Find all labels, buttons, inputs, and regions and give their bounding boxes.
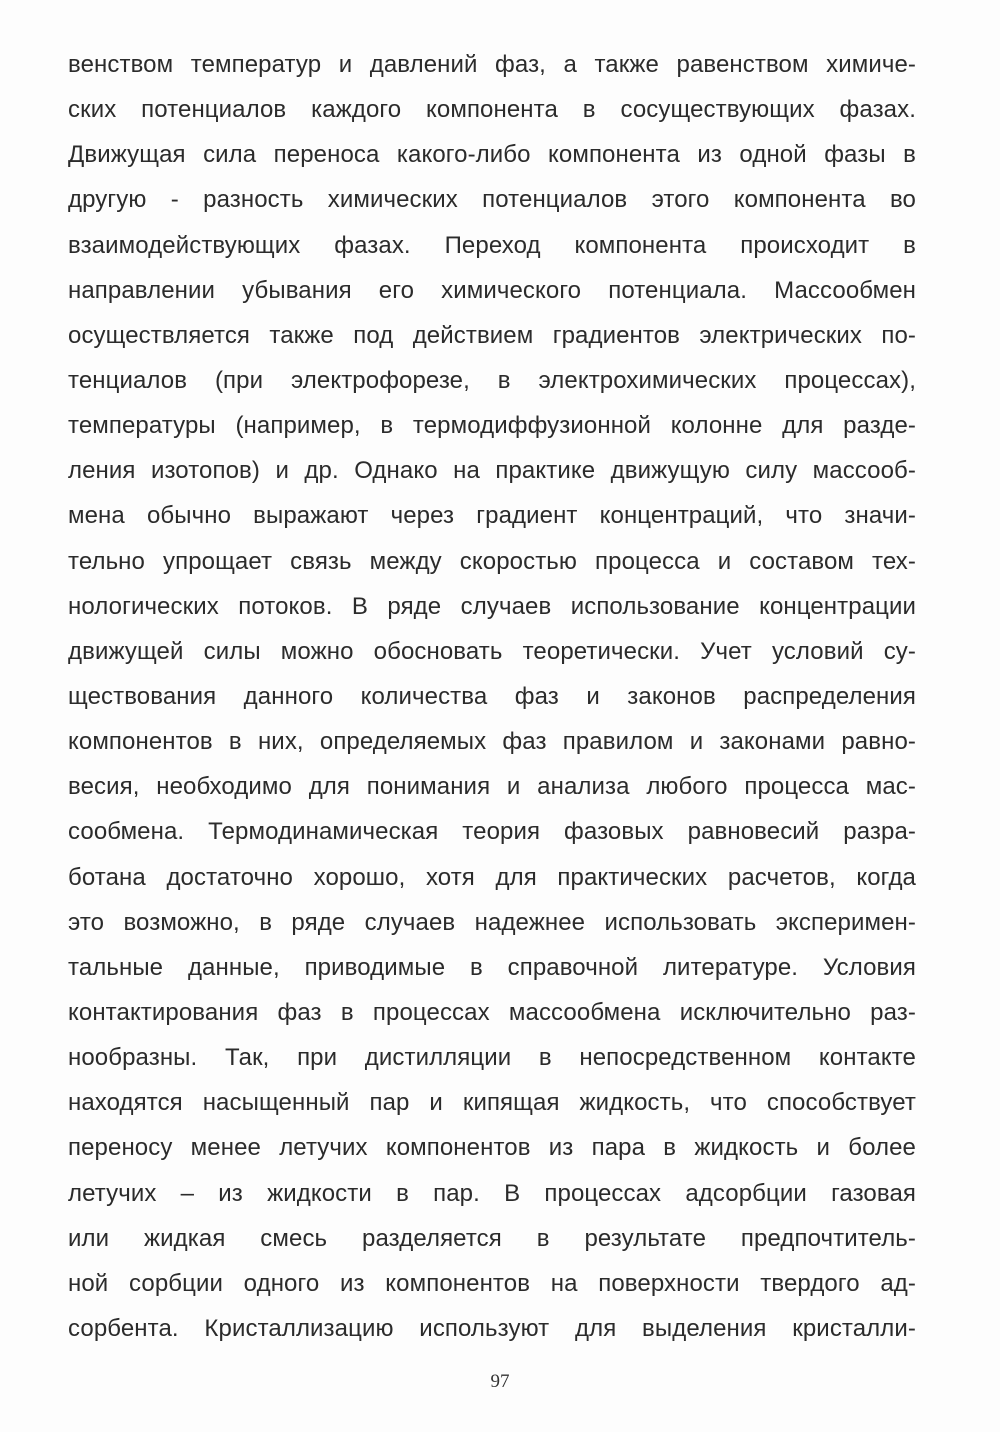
body-text [68,42,916,1351]
text-line: ских потенциалов каждого компонента в сосуществующих фазах. [68,96,916,124]
text-line: летучих – из жидкости в пар. В процессах адсорбции газовая [68,1179,916,1207]
text-line: сообмена. Термодинамическая теория фазовых равновесий разра- [68,818,916,846]
text-line: тельно упрощает связь между скоростью процесса и составом тех- [68,547,916,575]
text-line: движущей силы можно обосновать теоретически. Учет условий су- [68,637,916,665]
text-line: Движущая сила переноса какого-либо компонента из одной фазы в [68,141,916,169]
text-line: венством температур и давлений фаз, а также равенством химиче- [68,51,916,78]
text-line: компонентов в них, определяемых фаз правилом и законами равно- [68,728,916,756]
text-line: нологических потоков. В ряде случаев использование концентрации [68,592,916,620]
text-line: взаимодействующих фазах. Переход компонента происходит в [68,231,916,259]
text-line: нообразны. Так, при дистилляции в непосредственном контакте [68,1044,916,1072]
text-line: ления изотопов) и др. Однако на практике движущую силу массооб- [68,457,916,485]
text-line: переносу менее летучих компонентов из пара в жидкость и более [68,1134,916,1162]
text-line: ботана достаточно хорошо, хотя для практических расчетов, когда [68,863,916,891]
text-line: другую - разность химических потенциалов этого компонента во [68,186,916,214]
text-line: находятся насыщенный пар и кипящая жидкость, что способствует [68,1089,916,1117]
text-line: направлении убывания его химического потенциала. Массообмен [68,276,916,304]
text-line: мена обычно выражают через градиент концентраций, что значи- [68,502,916,530]
text-line: весия, необходимо для понимания и анализа любого процесса мас- [68,773,916,801]
text-line: это возможно, в ряде случаев надежнее использовать эксперимен- [68,908,916,936]
text-line: температуры (например, в термодиффузионной колонне для разде- [68,412,916,440]
text-line: ществования данного количества фаз и законов распределения [68,682,916,710]
text-line: осуществляется также под действием градиентов электрических по- [68,321,916,349]
text-line: сорбента. Кристаллизацию используют для выделения кристалли- [68,1314,916,1342]
text-line: ной сорбции одного из компонентов на поверхности твердого ад- [68,1269,916,1297]
text-line: контактирования фаз в процессах массообмена исключительно раз- [68,998,916,1026]
text-line: тальные данные, приводимые в справочной литературе. Условия [68,953,916,981]
page-number: 97 [490,1371,510,1392]
text-line: тенциалов (при электрофорезе, в электрохимических процессах), [68,366,916,394]
text-line: или жидкая смесь разделяется в результате предпочтитель- [68,1224,916,1252]
